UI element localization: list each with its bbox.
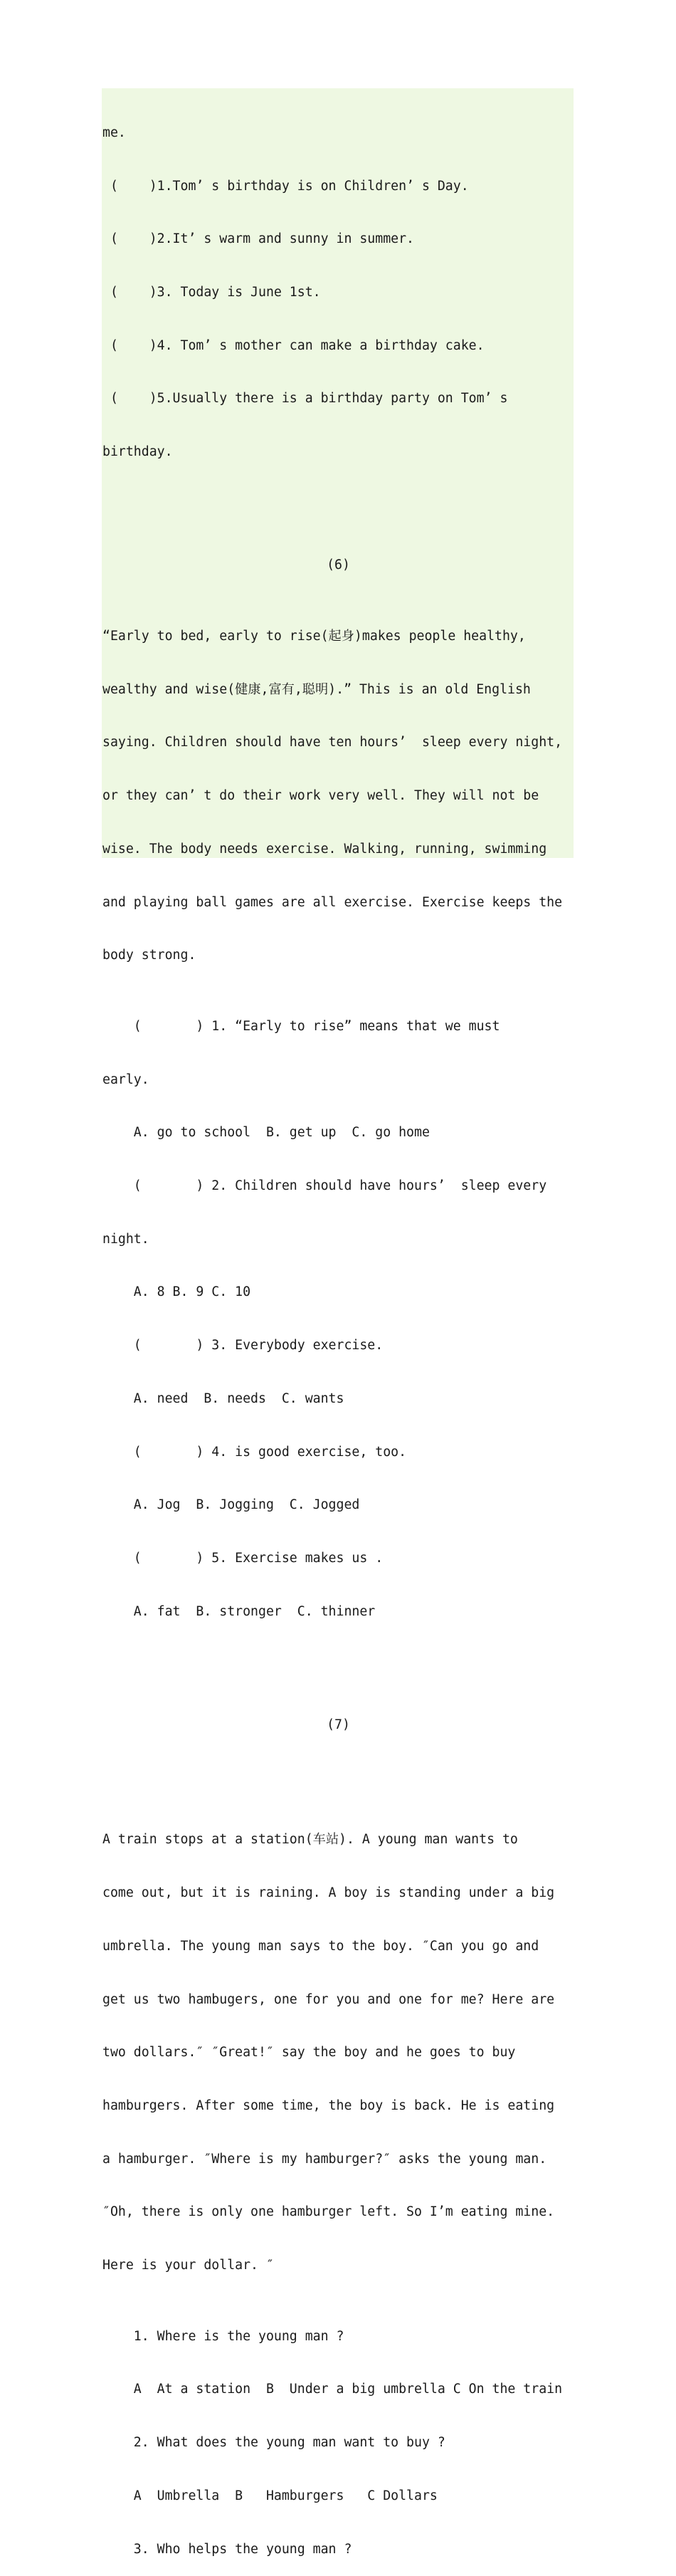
passage-line: wealthy and wise(健康,富有,聪明).” This is an old English [102,681,531,697]
question-line: ( )2.It’ s warm and sunny in summer. [102,231,414,247]
passage-line: umbrella. The young man says to the boy. ″Can you go and [102,1938,539,1954]
question-continuation: early. [102,1072,149,1087]
question-line: ( ) 5. Exercise makes us . [102,1550,384,1566]
passage-line: come out, but it is raining. A boy is standing under a big [102,1885,555,1901]
passage-line: saying. Children should have ten hours’ sleep every night, [102,735,563,750]
answer-options: A. fat B. stronger C. thinner [102,1603,376,1619]
section-heading: (7) [327,1717,350,1733]
question-line: ( )1.Tom’ s birthday is on Children’ s Day. [102,178,469,194]
answer-options: A. need B. needs C. wants [102,1391,344,1406]
document-body [102,89,579,2576]
passage-tail: me. [102,125,126,140]
passage-line: “Early to bed, early to rise(起身)makes people healthy, [102,629,526,644]
answer-options: A. go to school B. get up C. go home [102,1125,430,1141]
passage-line: two dollars.″ ″Great!″ say the boy and he goes to buy [102,2045,516,2061]
answer-options: A Umbrella B Hamburgers C Dollars [102,2488,438,2503]
question-line: ( )3. Today is June 1st. [102,284,321,300]
question-continuation: night. [102,1231,149,1247]
passage-line: Here is your dollar. ″ [102,2258,274,2273]
section-heading: (6) [327,557,350,573]
answer-options: A At a station B Under a big umbrella C On the train [102,2382,563,2397]
question-line: ( )4. Tom’ s mother can make a birthday cake. [102,337,485,353]
question-line: 1. Where is the young man ? [102,2328,344,2344]
answer-options: A. 8 B. 9 C. 10 [102,1284,251,1300]
question-line: ( ) 2. Children should have hours’ sleep every [102,1178,547,1193]
passage-line: body strong. [102,948,196,963]
passage-line: or they can’ t do their work very well. They will not be [102,788,539,804]
passage-line: get us two hambugers, one for you and one for me? Here are [102,1991,555,2007]
question-line: 3. Who helps the young man ? [102,2541,352,2557]
question-line: ( ) 1. “Early to rise” means that we must [102,1018,500,1034]
passage-line: A train stops at a station(车站). A young man wants to [102,1832,518,1848]
passage-line: a hamburger. ″Where is my hamburger?″ asks the young man. [102,2151,547,2167]
question-line: birthday. [102,444,173,460]
passage-line: hamburgers. After some time, the boy is back. He is eating [102,2098,555,2113]
passage-line: wise. The body needs exercise. Walking, running, swimming [102,841,547,857]
answer-options: A. Jog B. Jogging C. Jogged [102,1497,360,1513]
passage-line: ″Oh, there is only one hamburger left. So I’m eating mine. [102,2204,555,2220]
question-line: ( ) 3. Everybody exercise. [102,1338,384,1354]
question-line: 2. What does the young man want to buy ? [102,2435,445,2451]
passage-line: and playing ball games are all exercise. Exercise keeps the [102,894,563,910]
question-line: ( )5.Usually there is a birthday party on Tom’ s [102,391,508,407]
question-line: ( ) 4. is good exercise, too. [102,1444,407,1460]
